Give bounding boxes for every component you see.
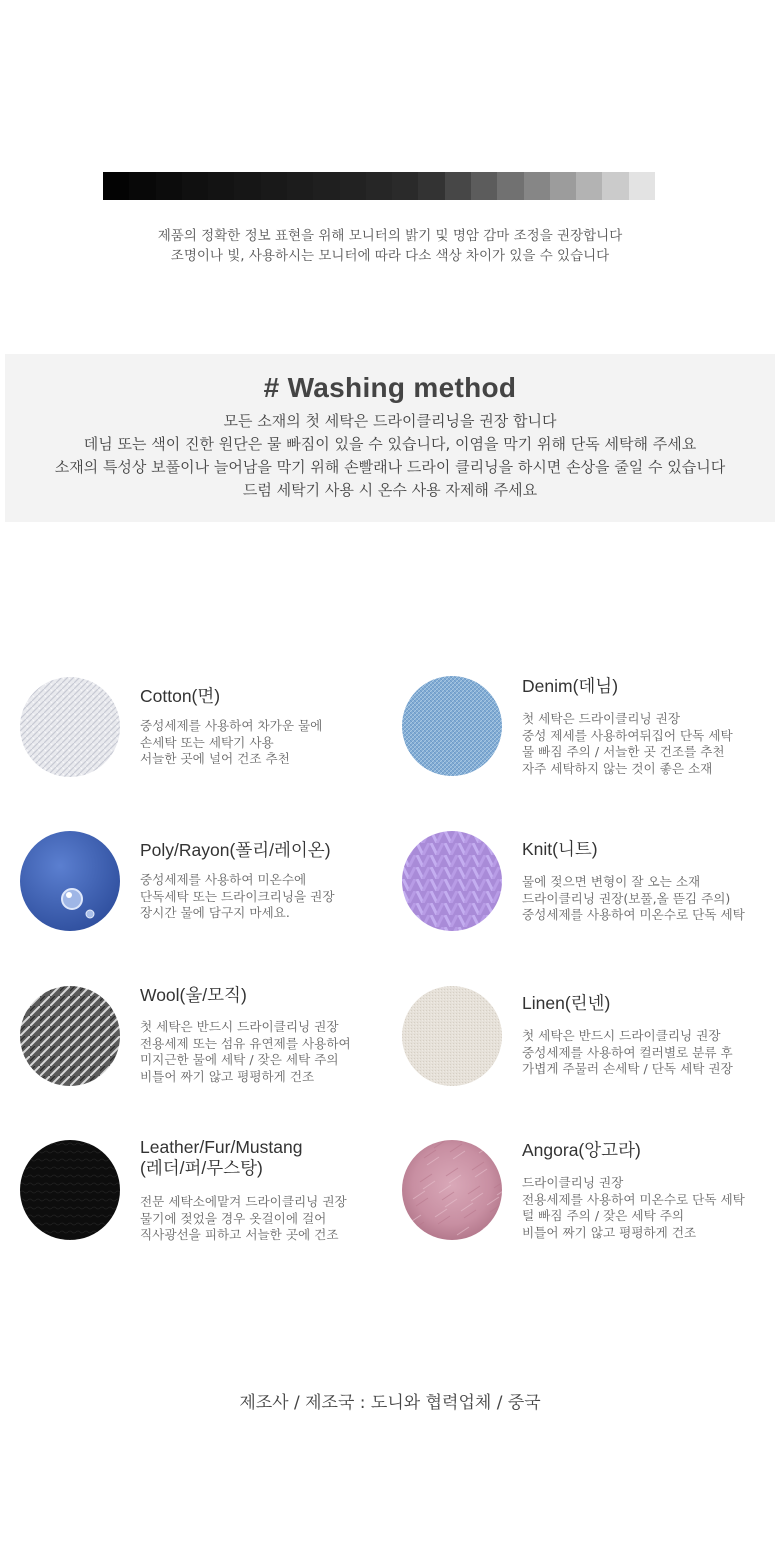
leather-fabric-swatch: [20, 1140, 120, 1240]
material-care-text: [140, 1194, 347, 1244]
material-name: Linen(린넨): [522, 993, 611, 1013]
denim-fabric-swatch: [402, 676, 502, 776]
monitor-calibration-gradient: [103, 172, 655, 200]
care-line: 드라이클리닝 권장(보풀,올 뜯김 주의): [522, 890, 731, 906]
gradient-step: [497, 172, 523, 200]
gradient-step: [366, 172, 392, 200]
material-name: Leather/Fur/Mustang (레더/퍼/무스탕): [140, 1137, 303, 1178]
knit-fabric-swatch: [402, 831, 502, 931]
gradient-step: [418, 172, 444, 200]
care-line: 서늘한 곳에 널어 건조 추천: [140, 751, 290, 766]
material-name: Denim(데님): [522, 676, 619, 696]
care-line: 첫 세탁은 반드시 드라이클리닝 권장: [522, 1028, 721, 1043]
monitor-notice-line-1: 제품의 정확한 정보 표현을 위해 모니터의 밝기 및 명암 감마 조정을 권장합니다: [157, 228, 623, 244]
gradient-step: [129, 172, 155, 200]
gradient-step: [445, 172, 471, 200]
angora-fabric-swatch: [402, 1140, 502, 1240]
cotton-fabric-swatch: [20, 677, 120, 777]
gradient-step: [629, 172, 655, 200]
gradient-step: [576, 172, 602, 200]
gradient-step: [313, 172, 339, 200]
gradient-step: [471, 172, 497, 200]
care-line: 물기에 젖었을 경우 옷걸이에 걸어: [140, 1210, 327, 1226]
care-line: 비틀어 짜기 않고 평평하게 건조: [522, 1224, 697, 1240]
gradient-step: [261, 172, 287, 200]
washing-line: 소재의 특성상 보풀이나 늘어남을 막기 위해 손빨래나 드라이 클리닝을 하시면 손상을 줄일 수 있습니다: [54, 458, 726, 476]
care-line: 중성세제를 사용하여 컬러별로 분류 후: [522, 1044, 733, 1060]
material-name: Cotton(면): [140, 686, 221, 706]
care-line: 물에 젖으면 변형이 잘 오는 소재: [522, 874, 701, 889]
care-line: 전용세제 또는 섬유 유연제를 사용하여: [140, 1035, 351, 1051]
care-line: 전문 세탁소에맡겨 드라이클리닝 권장: [140, 1194, 347, 1209]
washing-method-section: [5, 354, 775, 522]
care-line: 가볍게 주물러 손세탁 / 단독 세탁 권장: [522, 1061, 733, 1076]
linen-fabric-swatch: [402, 986, 502, 1086]
care-line: 미지근한 물에 세탁 / 잦은 세탁 주의: [140, 1052, 339, 1067]
care-line: 단독세탁 또는 드라이크리닝을 권장: [140, 888, 335, 904]
gradient-step: [287, 172, 313, 200]
gradient-step: [208, 172, 234, 200]
gradient-step: [392, 172, 418, 200]
washing-method-text: [5, 410, 775, 502]
gradient-step: [550, 172, 576, 200]
care-line: 전용세제를 사용하여 미온수로 단독 세탁: [522, 1191, 745, 1207]
washing-line: 드럼 세탁기 사용 시 온수 사용 자제해 주세요: [242, 481, 538, 499]
care-line: 손세탁 또는 세탁기 사용: [140, 734, 274, 750]
monitor-notice: [0, 226, 780, 266]
care-line: 중성세제를 사용하여 미온수로 단독 세탁: [522, 907, 745, 922]
material-name: Wool(울/모직): [140, 985, 247, 1005]
gradient-step: [234, 172, 260, 200]
care-line: 첫 세탁은 드라이클리닝 권장: [522, 711, 680, 726]
material-care-text: [140, 718, 322, 768]
washing-line: 모든 소재의 첫 세탁은 드라이클리닝을 권장 합니다: [223, 412, 557, 430]
care-line: 첫 세탁은 반드시 드라이클리닝 권장: [140, 1019, 339, 1034]
gradient-step: [182, 172, 208, 200]
washing-line: 데님 또는 색이 진한 원단은 물 빠짐이 있을 수 있습니다, 이염을 막기 위해 단독 세탁해 주세요: [83, 435, 697, 453]
material-care-text: [522, 1175, 745, 1241]
material-care-text: [522, 1028, 733, 1078]
poly-fabric-swatch: [20, 831, 120, 931]
care-line: 중성 제세를 사용하여뒤집어 단독 세탁: [522, 727, 733, 743]
material-name: Angora(앙고라): [522, 1140, 641, 1160]
care-line: 직사광선을 피하고 서늘한 곳에 건조: [140, 1227, 339, 1242]
care-line: 중성세제를 사용하여 미온수에: [140, 872, 307, 887]
washing-method-title: # Washing method: [263, 372, 517, 403]
care-line: 자주 세탁하지 않는 것이 좋은 소재: [522, 760, 713, 776]
material-name: Poly/Rayon(폴리/레이온): [140, 840, 331, 860]
material-care-text: [140, 872, 335, 922]
material-care-text: [140, 1019, 351, 1085]
gradient-step: [524, 172, 550, 200]
care-line: 물 빠짐 주의 / 서늘한 곳 건조를 추천: [522, 744, 725, 759]
monitor-notice-line-2: 조명이나 빛, 사용하시는 모니터에 따라 다소 색상 차이가 있을 수 있습니다: [170, 248, 610, 264]
manufacturer-info: 제조사 / 제조국 : 도니와 협력업체 / 중국: [239, 1393, 541, 1413]
gradient-step: [103, 172, 129, 200]
care-line: 털 빠짐 주의 / 잦은 세탁 주의: [522, 1208, 685, 1223]
gradient-step: [602, 172, 628, 200]
care-line: 중성세제를 사용하여 차가운 물에: [140, 718, 323, 733]
material-name: Knit(니트): [522, 839, 598, 859]
gradient-step: [340, 172, 366, 200]
material-care-text: [522, 874, 745, 924]
care-line: 장시간 물에 담구지 마세요.: [140, 905, 290, 920]
material-care-text: [522, 711, 733, 777]
gradient-step: [156, 172, 182, 200]
care-line: 드라이클리닝 권장: [522, 1175, 624, 1190]
care-line: 비틀어 짜기 않고 평평하게 건조: [140, 1068, 315, 1084]
wool-fabric-swatch: [20, 986, 120, 1086]
